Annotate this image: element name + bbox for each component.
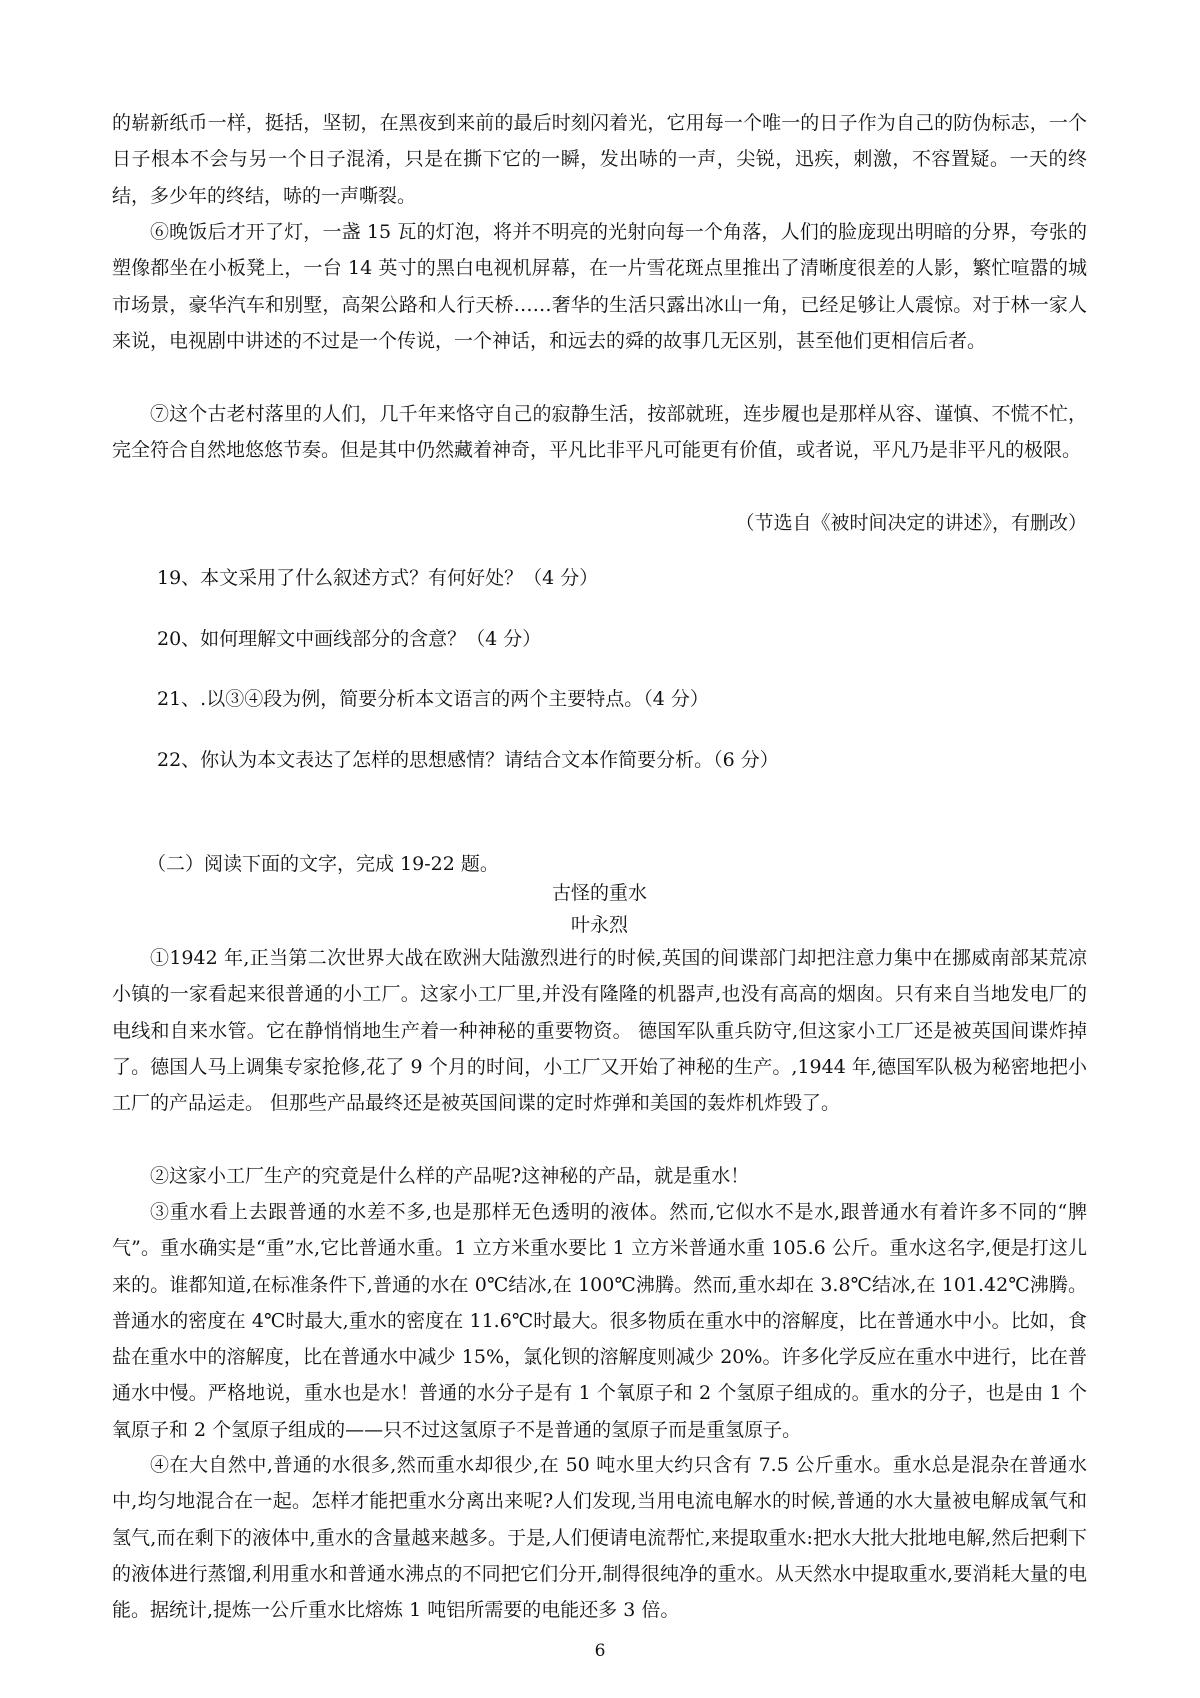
question-20: 20、如何理解文中画线部分的含意？（4 分）	[157, 628, 542, 650]
passage1-paragraph-5-continuation: 的崭新纸币一样，挺括，坚韧，在黑夜到来前的最后时刻闪着光，它用每一个唯一的日子作为自己的防伪标志，一个日子根本不会与另一个日子混淆，只是在撕下它的一瞬，发出哧的一声，尖锐，迅疾，刺激，不容置疑。一天的终结，多少年的终结，哧的一声嘶裂。	[112, 112, 1087, 207]
article-paragraph-1: ①1942 年,正当第二次世界大战在欧洲大陆激烈进行的时候,英国的间谍部门却把注意力集中在挪威南部某荒凉小镇的一家看起来很普通的小工厂。这家小工厂里,并没有隆隆的机器声,也没有高高的烟囱。只有来自当地发电厂的电线和自来水管。它在静悄悄地生产着一种神秘的重要物资。 德国军队重兵防守,但这家小工厂还是被英国间谍炸掉了。德国人马上调集专家抢修,花了 9 个月的时间，小工厂又开始了神秘的生产。,1944 年,德国军队极为秘密地把小工厂的产品运走。 但那些产品最终还是被英国间谍的定时炸弹和美国的轰炸机炸毁了。	[112, 947, 1087, 1115]
question-22: 22、你认为本文表达了怎样的思想感情？请结合文本作简要分析。（6 分）	[157, 749, 779, 771]
question-21: 21、.以③④段为例，简要分析本文语言的两个主要特点。（4 分）	[157, 688, 709, 710]
article-author: 叶永烈	[570, 914, 628, 936]
section2-heading: （二）阅读下面的文字，完成 19-22 题。	[147, 853, 499, 875]
question-19: 19、本文采用了什么叙述方式？有何好处？（4 分）	[157, 567, 599, 589]
article-paragraph-2: ②这家小工厂生产的究竟是什么样的产品呢?这神秘的产品，就是重水！	[150, 1165, 750, 1187]
article-title: 古怪的重水	[551, 882, 647, 904]
passage1-paragraph-6: ⑥晚饭后才开了灯，一盏 15 瓦的灯泡，将并不明亮的光射向每一个角落，人们的脸庞现出明暗的分界，夸张的塑像都坐在小板凳上，一台 14 英寸的黑白电视机屏幕，在一片雪花斑点里推出了清晰度很差的人影，繁忙喧嚣的城市场景，豪华汽车和别墅，高架公路和人行天桥……奢华的生活只露出冰山一角，已经足够让人震惊。对于林一家人来说，电视剧中讲述的不过是一个传说，一个神话，和远去的舜的故事几无区别，甚至他们更相信后者。	[112, 221, 1087, 352]
page-number: 6	[594, 1641, 606, 1661]
passage1-paragraph-7: ⑦这个古老村落里的人们，几千年来恪守自己的寂静生活，按部就班，连步履也是那样从容、谨慎、不慌不忙，完全符合自然地悠悠节奏。但是其中仍然藏着神奇，平凡比非平凡可能更有价值，或者说，平凡乃是非平凡的极限。	[112, 403, 1087, 462]
article-paragraph-3: ③重水看上去跟普通的水差不多,也是那样无色透明的液体。然而,它似水不是水,跟普通水有着许多不同的“脾气”。重水确实是“重”水,它比普通水重。1 立方米重水要比 1 立方米普通水重 105.6 公斤。重水这名字,便是打这儿来的。谁都知道,在标准条件下,普通的水在 0℃结冰,在 100℃沸腾。然而,重水却在 3.8℃结冰,在 101.42℃沸腾。普通水的密度在 4℃时最大,重水的密度在 11.6℃时最大。很多物质在重水中的溶解度，比在普通水中小。比如，食盐在重水中的溶解度，比在普通水中减少 15%，氯化钡的溶解度则减少 20%。许多化学反应在重水中进行，比在普通水中慢。严格地说，重水也是水！普通的水分子是有 1 个氧原子和 2 个氢原子组成的。重水的分子，也是由 1 个氧原子和 2 个氢原子组成的——只不过这氢原子不是普通的氢原子而是重氢原子。	[112, 1201, 1087, 1441]
article-paragraph-4: ④在大自然中,普通的水很多,然而重水却很少,在 50 吨水里大约只含有 7.5 公斤重水。重水总是混杂在普通水中,均匀地混合在一起。怎样才能把重水分离出来呢?人们发现,当用电流电解水的时候,普通的水大量被电解成氧气和氢气,而在剩下的液体中,重水的含量越来越多。于是,人们便请电流帮忙,来提取重水:把水大批大批地电解,然后把剩下的液体进行蒸馏,利用重水和普通水沸点的不同把它们分开,制得很纯净的重水。从天然水中提取重水,要消耗大量的电能。据统计,提炼一公斤重水比熔炼 1 吨铝所需要的电能还多 3 倍。	[112, 1454, 1087, 1622]
passage1-source: （节选自《被时间决定的讲述》，有删改）	[735, 512, 1087, 534]
